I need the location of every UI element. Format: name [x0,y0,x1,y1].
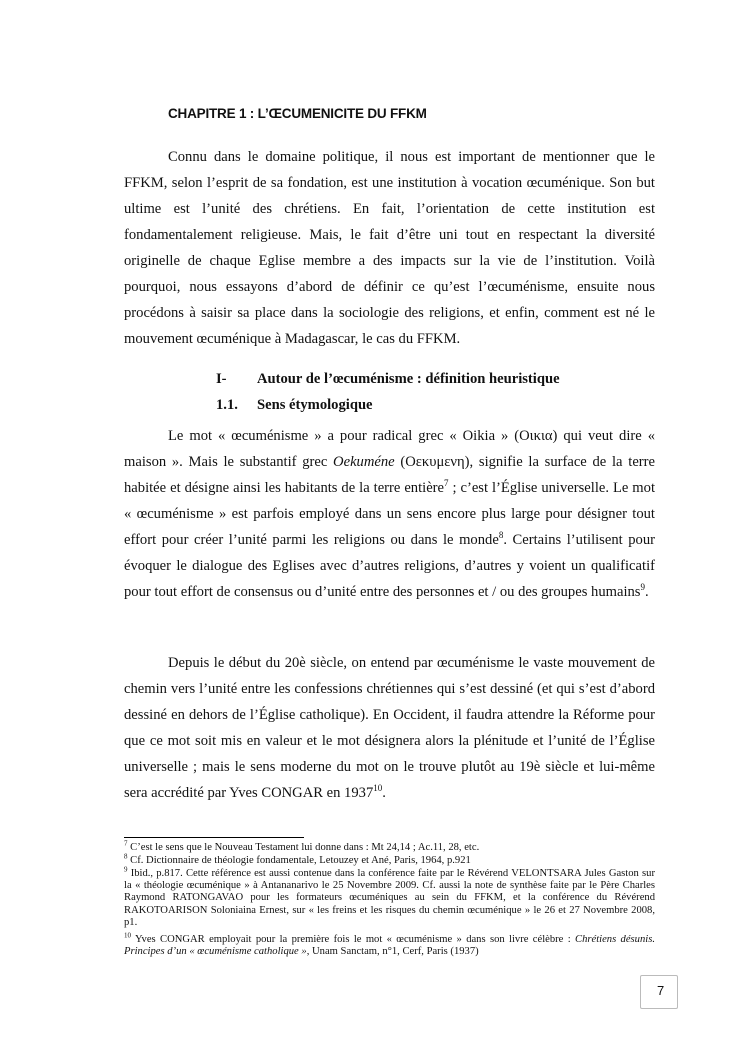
footnote-text: Yves CONGAR employait pour la première fois le mot « œcuménisme » dans son livre célèbre : [131,934,576,945]
footnote-ref-7[interactable]: 7 [444,478,449,489]
chapter-heading: CHAPITRE 1 : L’ŒCUMENICITE DU FFKM [168,106,427,121]
footnote-ref-9[interactable]: 9 [640,582,645,593]
footnote-text: , Unam Sanctam, n°1, Cerf, Paris (1937) [306,946,479,958]
subsection-number: 1.1. [216,397,238,413]
footnote-text: C’est le sens que le Nouveau Testament lui donne dans : Mt 24,14 ; Ac.11, 28, etc. [127,842,480,853]
footnote-8 [124,852,655,867]
section-number: I- [216,371,227,387]
book-title: Chrétiens désunis. Principes d’un « œcuménisme catholique » [124,934,655,958]
etymology-paragraph [124,423,655,605]
subsection-title: Sens étymologique [257,397,373,413]
footnote-separator [124,837,304,838]
section-title: Autour de l’œcuménisme : définition heuristique [257,371,560,387]
intro-paragraph [124,144,655,352]
text-run: (Οεκυμενη), signifie la surface de la terre habitée et désigne ainsi les habitants de la terre entière [124,454,655,496]
page-number: 7 [657,983,665,998]
page-number-box [640,975,678,1009]
footnote-10 [124,931,655,958]
text-run: . Certains l’utilisent pour évoquer le dialogue des Eglises avec d’autres religions, d’autres y voient un qualificatif pour tout effort de consensus ou d’unité entre des personnes et / ou des groupes humains [124,532,656,600]
history-paragraph [124,650,655,806]
text-run: Le mot « œcuménisme » a pour radical grec « Oikia » (Οικια) qui veut dire « maison ». Mais le substantif grec [124,428,655,470]
footnote-number: 7 [124,839,128,848]
italic-term: Oekuméne [333,454,395,470]
footnote-text: Ibid., p.817. Cette référence est aussi contenue dans la conférence faite par le Révérend VELONTSARA Jules Gaston sur la « théologie œcuménique » à Antananarivo le 25 Novembre 2009. Cf. aussi la note de synthèse faite par le Père Charles Raymond RATONGAVAO pour les formateurs œcuméniques au sein du FFKM, et la conférence du Révérend RAKOTOARISON Soloniaina Ernest, sur « les freins et les risques du chemin œcuménique » le 26 et 27 Novembre 2008, p1. [124,868,655,928]
text-run: ; c’est l’Église universelle. Le mot « œcuménisme » est parfois employé dans un sens encore plus large pour désigner tout effort pour créer l’unité parmi les religions ou dans le monde [124,480,656,548]
footnote-7 [124,839,655,854]
footnote-ref-8[interactable]: 8 [498,530,504,541]
footnote-9 [124,865,655,929]
footnote-ref-10[interactable]: 10 [373,783,383,794]
text-run: . [382,785,386,801]
footnote-number: 10 [124,931,131,940]
text-run: . [644,584,649,600]
intro-text: Connu dans le domaine politique, il nous est important de mentionner que le FFKM, selon l’esprit de sa fondation, est une institution à vocation œcuménique. Son but ultime est l’unité des chrétiens. En fait, l’orientation de cette institution est fondamentalement religieuse. Mais, le fait d’être uni tout en respectant la diversité originelle de chaque Eglise membre a des impacts sur la vie de l’institution. Voilà pourquoi, nous essayons d’abord de définir ce qu’est l’œcuménisme, ensuite nous procédons à saisir sa place dans la sociologie des religions, et enfin, comment est né le mouvement œcuménique à Madagascar, le cas du FFKM. [124,149,655,347]
footnote-number: 8 [124,852,128,861]
text-run: Depuis le début du 20è siècle, on entend par œcuménisme le vaste mouvement de chemin vers l’unité entre les confessions chrétiennes qui s’est dessiné (et qui s’est d’abord dessiné en dehors de l’Église catholique). En Occident, il faudra attendre la Réforme pour que ce mot soit mis en valeur et le mot désignera alors la plénitude et l’unité de l’Église universelle ; mais le sens moderne du mot on le trouve plutôt au 19è siècle et lui-même sera accrédité par Yves CONGAR en 1937 [124,655,655,801]
footnote-text: Cf. Dictionnaire de théologie fondamentale, Letouzey et Ané, Paris, 1964, p.921 [127,855,471,866]
footnote-number: 9 [124,865,128,874]
